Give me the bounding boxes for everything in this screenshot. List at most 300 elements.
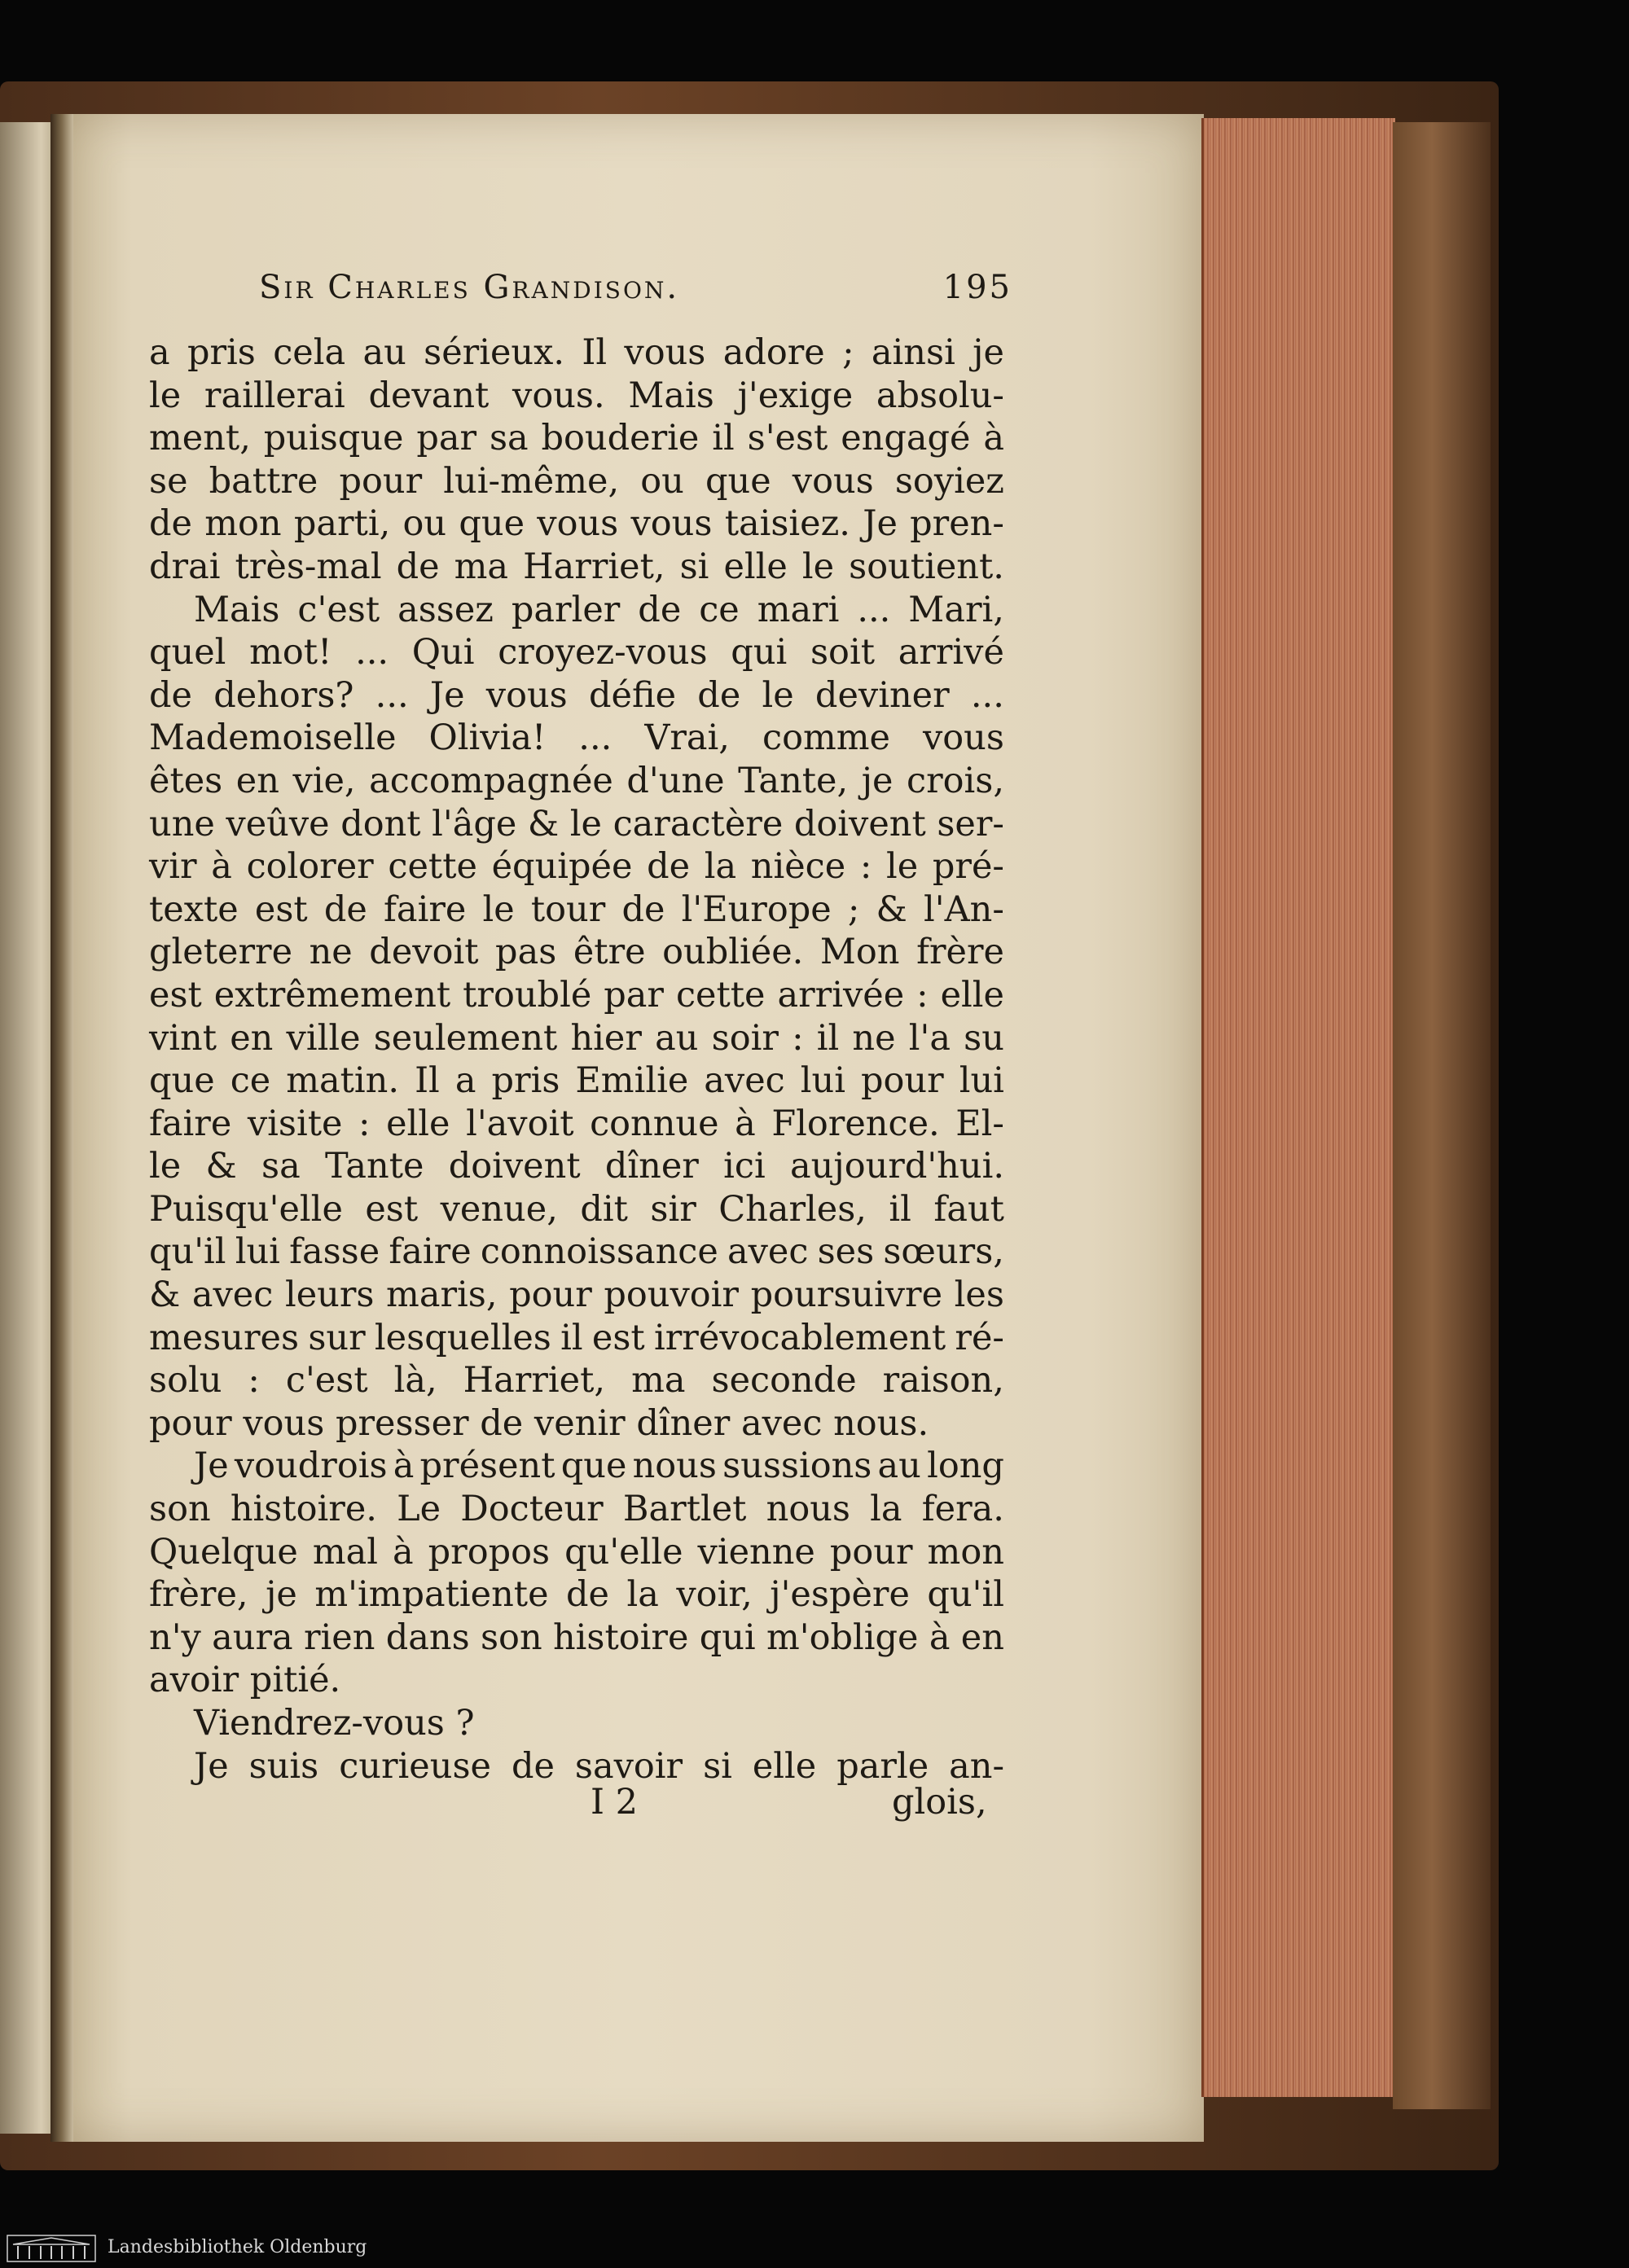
word: sa <box>261 1146 301 1187</box>
word: de <box>149 674 192 716</box>
word: dans <box>385 1617 470 1658</box>
word: veûve <box>226 803 330 844</box>
word: vous <box>537 503 619 545</box>
signature-mark: I 2 <box>591 1782 639 1823</box>
word: & <box>527 803 560 844</box>
word: assez <box>397 589 494 630</box>
text-line <box>149 589 1004 632</box>
word: mon <box>204 503 282 545</box>
word: absolu- <box>876 375 1004 416</box>
text-line <box>149 1617 1004 1660</box>
word: sa <box>489 418 529 459</box>
word: êtes <box>149 760 223 801</box>
word: Il <box>415 1060 440 1102</box>
word: taisiez. <box>724 503 850 545</box>
word: leurs <box>284 1274 375 1316</box>
word: nous <box>766 1489 850 1530</box>
word: caractère <box>613 803 784 844</box>
word: croyez-vous <box>498 632 708 673</box>
word: Je <box>863 503 898 545</box>
word: son <box>149 1489 211 1530</box>
word: m'oblige <box>766 1617 919 1658</box>
word: Il <box>582 332 608 373</box>
word: savoir <box>574 1745 683 1787</box>
word: Mais <box>194 589 280 630</box>
word: ne <box>309 932 353 973</box>
text-line <box>149 1017 1004 1060</box>
word: Charles, <box>718 1188 867 1230</box>
word: équipée <box>491 846 633 888</box>
word: à <box>211 846 232 888</box>
word: pris <box>187 332 256 373</box>
word: : <box>358 1103 371 1144</box>
word: cette <box>388 846 477 888</box>
word: seulement <box>373 1017 558 1059</box>
word: de <box>647 846 691 888</box>
body-text <box>149 331 1004 1788</box>
word: d'une <box>626 760 725 801</box>
word: ... <box>970 674 1004 716</box>
word: connoissance <box>480 1231 718 1273</box>
word: Emilie <box>575 1060 689 1102</box>
word: dit <box>580 1188 628 1230</box>
word: oubliée. <box>662 932 804 973</box>
word: pris <box>491 1060 560 1102</box>
word: de <box>511 1745 555 1787</box>
word: l'An- <box>924 888 1004 930</box>
word: connue <box>590 1103 719 1144</box>
word: drai <box>149 546 221 587</box>
word: avec <box>191 1274 274 1316</box>
word: histoire. <box>230 1489 377 1530</box>
word: au <box>362 332 406 373</box>
word: de <box>638 589 682 630</box>
word: engagé <box>841 418 971 459</box>
word: Harriet, <box>463 1360 606 1402</box>
word: Florence. <box>771 1103 940 1144</box>
word: il <box>889 1188 911 1230</box>
word: je <box>266 1574 297 1616</box>
word: dehors? <box>213 674 354 716</box>
word: puisque <box>263 418 404 459</box>
word: en <box>960 1617 1004 1658</box>
word: le <box>149 1146 182 1187</box>
word: sur <box>308 1317 366 1358</box>
text-line: pour vous presser de venir dîner avec nous. <box>149 1402 929 1444</box>
text-line <box>149 1745 1004 1788</box>
word: en <box>235 760 279 801</box>
word: Je <box>194 1445 229 1487</box>
text-line <box>149 1573 1004 1617</box>
word: elle <box>386 1103 450 1144</box>
word: soutient. <box>849 546 1004 587</box>
word: : <box>916 974 929 1016</box>
word: Mademoiselle <box>149 717 397 759</box>
gutter-shadow <box>50 114 73 2142</box>
word: ; <box>847 888 860 930</box>
text-line: Viendrez-vous ? <box>194 1703 475 1744</box>
word: qui <box>699 1617 756 1658</box>
word: pouvoir <box>604 1274 739 1316</box>
word: ma <box>631 1360 686 1402</box>
word: ses <box>817 1231 875 1273</box>
word: ... <box>857 589 891 630</box>
word: qu'elle <box>564 1531 683 1573</box>
word: est <box>254 888 308 930</box>
text-line <box>149 546 1004 589</box>
word: qu'il <box>927 1574 1004 1616</box>
word: maris, <box>386 1274 498 1316</box>
text-line <box>149 417 1004 460</box>
word: seconde <box>711 1360 857 1402</box>
word: vie, <box>292 760 356 801</box>
text-line <box>149 1359 1004 1402</box>
word: voir, <box>676 1574 753 1616</box>
word: lui-même, <box>443 460 620 502</box>
word: avec <box>727 1231 809 1273</box>
word: ne <box>852 1017 896 1059</box>
word: s'est <box>747 418 828 459</box>
word: ce <box>699 589 740 630</box>
word: en <box>230 1017 274 1059</box>
word: ici <box>723 1146 766 1187</box>
word: je <box>973 332 1004 373</box>
text-line <box>149 460 1004 503</box>
word: pour <box>829 1531 913 1573</box>
running-title: Sir Charles Grandison. <box>259 269 680 306</box>
word: par <box>604 974 664 1016</box>
text-line <box>149 1103 1004 1146</box>
text-line <box>149 1317 1004 1360</box>
word: Tante, <box>738 760 849 801</box>
text-line <box>149 931 1004 974</box>
text-line <box>149 845 1004 888</box>
word: la <box>870 1489 902 1530</box>
word: Mais <box>628 375 714 416</box>
word: frère, <box>149 1574 248 1616</box>
word: à <box>929 1617 951 1658</box>
word: irrévocablement <box>653 1317 946 1358</box>
word: de <box>697 674 741 716</box>
catchword: glois, <box>892 1782 987 1823</box>
word: la <box>626 1574 659 1616</box>
word: est <box>591 1317 645 1358</box>
word: avec <box>704 1060 785 1102</box>
word: histoire <box>552 1617 689 1658</box>
word: qui <box>731 632 788 673</box>
word: vous <box>624 332 706 373</box>
word: vous <box>485 674 568 716</box>
word: ré- <box>955 1317 1004 1358</box>
word: il <box>816 1017 840 1059</box>
word: texte <box>149 888 239 930</box>
word: extrêmement <box>213 974 451 1016</box>
word: Mari, <box>908 589 1004 630</box>
word: hier <box>570 1017 642 1059</box>
word: qu'il <box>149 1231 226 1273</box>
word: parti, <box>293 503 391 545</box>
word: doivent <box>793 803 926 844</box>
word: vous. <box>512 375 605 416</box>
word: à <box>735 1103 756 1144</box>
text-line <box>149 1145 1004 1188</box>
word: : <box>792 1017 804 1059</box>
word: ainsi <box>871 332 955 373</box>
library-logo-icon <box>7 2235 96 2262</box>
word: est <box>149 974 202 1016</box>
word: le <box>886 846 919 888</box>
word: défie <box>588 674 677 716</box>
text-line <box>149 674 1004 717</box>
word: pren- <box>910 503 1004 545</box>
word: a <box>149 332 170 373</box>
text-line <box>149 803 1004 846</box>
text-line <box>149 760 1004 803</box>
word: parler <box>511 589 621 630</box>
word: sir <box>650 1188 696 1230</box>
text-line <box>149 1488 1004 1531</box>
text-line <box>149 1445 1004 1488</box>
word: ou <box>640 460 684 502</box>
word: il <box>712 418 735 459</box>
word: être <box>573 932 646 973</box>
word: voudrois <box>234 1445 388 1487</box>
word: colorer <box>246 846 374 888</box>
word: fasse <box>289 1231 380 1273</box>
text-line <box>149 888 1004 932</box>
word: se <box>149 460 188 502</box>
word: elle <box>752 1745 817 1787</box>
word: dont <box>340 803 421 844</box>
word: arrivé <box>898 632 1004 673</box>
word: le <box>482 888 515 930</box>
text-line <box>149 375 1004 418</box>
page-number: 195 <box>942 269 1012 306</box>
word: long <box>927 1445 1004 1487</box>
word: faire <box>384 888 467 930</box>
word: frère <box>916 932 1004 973</box>
word: lui <box>235 1231 280 1273</box>
word: c'est <box>297 589 380 630</box>
word: vint <box>149 1017 217 1059</box>
word: raison, <box>882 1360 1004 1402</box>
word: cette <box>675 974 766 1016</box>
word: Mon <box>819 932 900 973</box>
word: Quelque <box>149 1531 298 1573</box>
word: j'espère <box>770 1574 910 1616</box>
word: ma <box>454 546 509 587</box>
text-line <box>149 331 1004 375</box>
text-line <box>149 1531 1004 1574</box>
word: Vrai, <box>644 717 730 759</box>
word: aujourd'hui. <box>790 1146 1004 1187</box>
word: soit <box>810 632 875 673</box>
word: je <box>861 760 894 801</box>
word: pour <box>509 1274 592 1316</box>
word: vous <box>792 460 874 502</box>
word: troublé <box>463 974 592 1016</box>
word: au <box>655 1017 699 1059</box>
word: suis <box>248 1745 319 1787</box>
word: ... <box>375 674 409 716</box>
word: matin. <box>286 1060 400 1102</box>
word: aura <box>212 1617 293 1658</box>
word: dîner <box>604 1146 699 1187</box>
word: l'avoit <box>466 1103 574 1144</box>
word: j'exige <box>737 375 854 416</box>
word: Le <box>397 1489 441 1530</box>
word: visite <box>247 1103 343 1144</box>
word: si <box>679 546 709 587</box>
word: fera. <box>921 1489 1004 1530</box>
page-edges <box>1201 118 1395 2097</box>
word: vienne <box>697 1531 815 1573</box>
word: rien <box>303 1617 375 1658</box>
word: Docteur <box>460 1489 604 1530</box>
word: su <box>964 1017 1004 1059</box>
word: pour <box>339 460 423 502</box>
word: faut <box>933 1188 1004 1230</box>
word: à <box>983 418 1004 459</box>
word: que <box>705 460 771 502</box>
word: ment, <box>149 418 251 459</box>
word: El- <box>955 1103 1004 1144</box>
word: lui <box>800 1060 845 1102</box>
word: Bartlet <box>622 1489 747 1530</box>
word: tour <box>530 888 606 930</box>
word: arrivée <box>777 974 905 1016</box>
word: mon <box>927 1531 1004 1573</box>
word: le <box>569 803 602 844</box>
word: Olivia! <box>428 717 547 759</box>
word: elle <box>723 546 788 587</box>
word: à <box>393 1531 414 1573</box>
word: Harriet, <box>523 546 665 587</box>
word: pour <box>861 1060 944 1102</box>
word: mesures <box>149 1317 300 1358</box>
word: vous <box>630 503 713 545</box>
word: Tante <box>325 1146 424 1187</box>
text-line: avoir pitié. <box>149 1660 341 1701</box>
word: est <box>365 1188 419 1230</box>
word: an- <box>949 1745 1004 1787</box>
word: a <box>454 1060 476 1102</box>
word: vir <box>149 846 197 888</box>
text-line <box>149 631 1004 674</box>
word: soyiez <box>894 460 1004 502</box>
word: comme <box>762 717 890 759</box>
word: devant <box>368 375 490 416</box>
word: à <box>393 1445 415 1487</box>
word: l'Europe <box>681 888 832 930</box>
word: gleterre <box>149 932 293 973</box>
word: de <box>396 546 440 587</box>
word: adore <box>722 332 825 373</box>
word: il <box>560 1317 583 1358</box>
word: lui <box>959 1060 1004 1102</box>
word: ser- <box>937 803 1004 844</box>
word: mal <box>312 1531 378 1573</box>
word: raillerai <box>204 375 345 416</box>
word: sérieux. <box>424 332 565 373</box>
word: vous <box>922 717 1004 759</box>
word: lesquelles <box>374 1317 551 1358</box>
word: présent <box>419 1445 555 1487</box>
word: ... <box>355 632 389 673</box>
word: très-mal <box>235 546 382 587</box>
word: m'impatiente <box>314 1574 549 1616</box>
word: curieuse <box>339 1745 491 1787</box>
word: cela <box>273 332 346 373</box>
word: ce <box>230 1060 271 1102</box>
word: faire <box>389 1231 472 1273</box>
word: parle <box>836 1745 929 1787</box>
word: mari <box>757 589 840 630</box>
word: crois, <box>906 760 1004 801</box>
word: son <box>480 1617 542 1658</box>
word: propos <box>428 1531 551 1573</box>
running-header <box>259 269 1012 306</box>
word: de <box>149 503 192 545</box>
word: : <box>248 1360 260 1402</box>
word: que <box>149 1060 215 1102</box>
word: battre <box>209 460 318 502</box>
text-line <box>149 974 1004 1017</box>
word: faire <box>149 1103 232 1144</box>
word: de <box>621 888 665 930</box>
word: une <box>149 803 215 844</box>
word: le <box>149 375 182 416</box>
word: doivent <box>448 1146 581 1187</box>
word: bouderie <box>541 418 700 459</box>
word: accompagnée <box>369 760 613 801</box>
word: venue, <box>440 1188 558 1230</box>
word: de <box>323 888 367 930</box>
word: & <box>876 888 907 930</box>
word: ou <box>402 503 447 545</box>
word: Je <box>429 674 465 716</box>
word: solu <box>149 1360 222 1402</box>
word: quel <box>149 632 226 673</box>
text-line <box>149 717 1004 760</box>
word: & <box>205 1146 237 1187</box>
library-name: Landesbibliothek Oldenburg <box>108 2237 367 2257</box>
word: ; <box>842 332 854 373</box>
word: l'âge <box>432 803 517 844</box>
word: là, <box>393 1360 437 1402</box>
word: sœurs, <box>883 1231 1004 1273</box>
word: elle <box>940 974 1004 1016</box>
text-line <box>149 1274 1004 1317</box>
word: Puisqu'elle <box>149 1188 343 1230</box>
text-line <box>149 502 1004 546</box>
word: nous <box>632 1445 717 1487</box>
word: pas <box>495 932 557 973</box>
word: pré- <box>932 846 1004 888</box>
word: ... <box>578 717 613 759</box>
word: le <box>801 546 835 587</box>
word: mot! <box>249 632 332 673</box>
word: que <box>459 503 525 545</box>
word: les <box>954 1274 1004 1316</box>
word: soir <box>711 1017 779 1059</box>
word: poursuivre <box>750 1274 943 1316</box>
word: deviner <box>814 674 950 716</box>
word: si <box>703 1745 732 1787</box>
word: le <box>762 674 794 716</box>
word: que <box>560 1445 627 1487</box>
text-line <box>149 1231 1004 1274</box>
